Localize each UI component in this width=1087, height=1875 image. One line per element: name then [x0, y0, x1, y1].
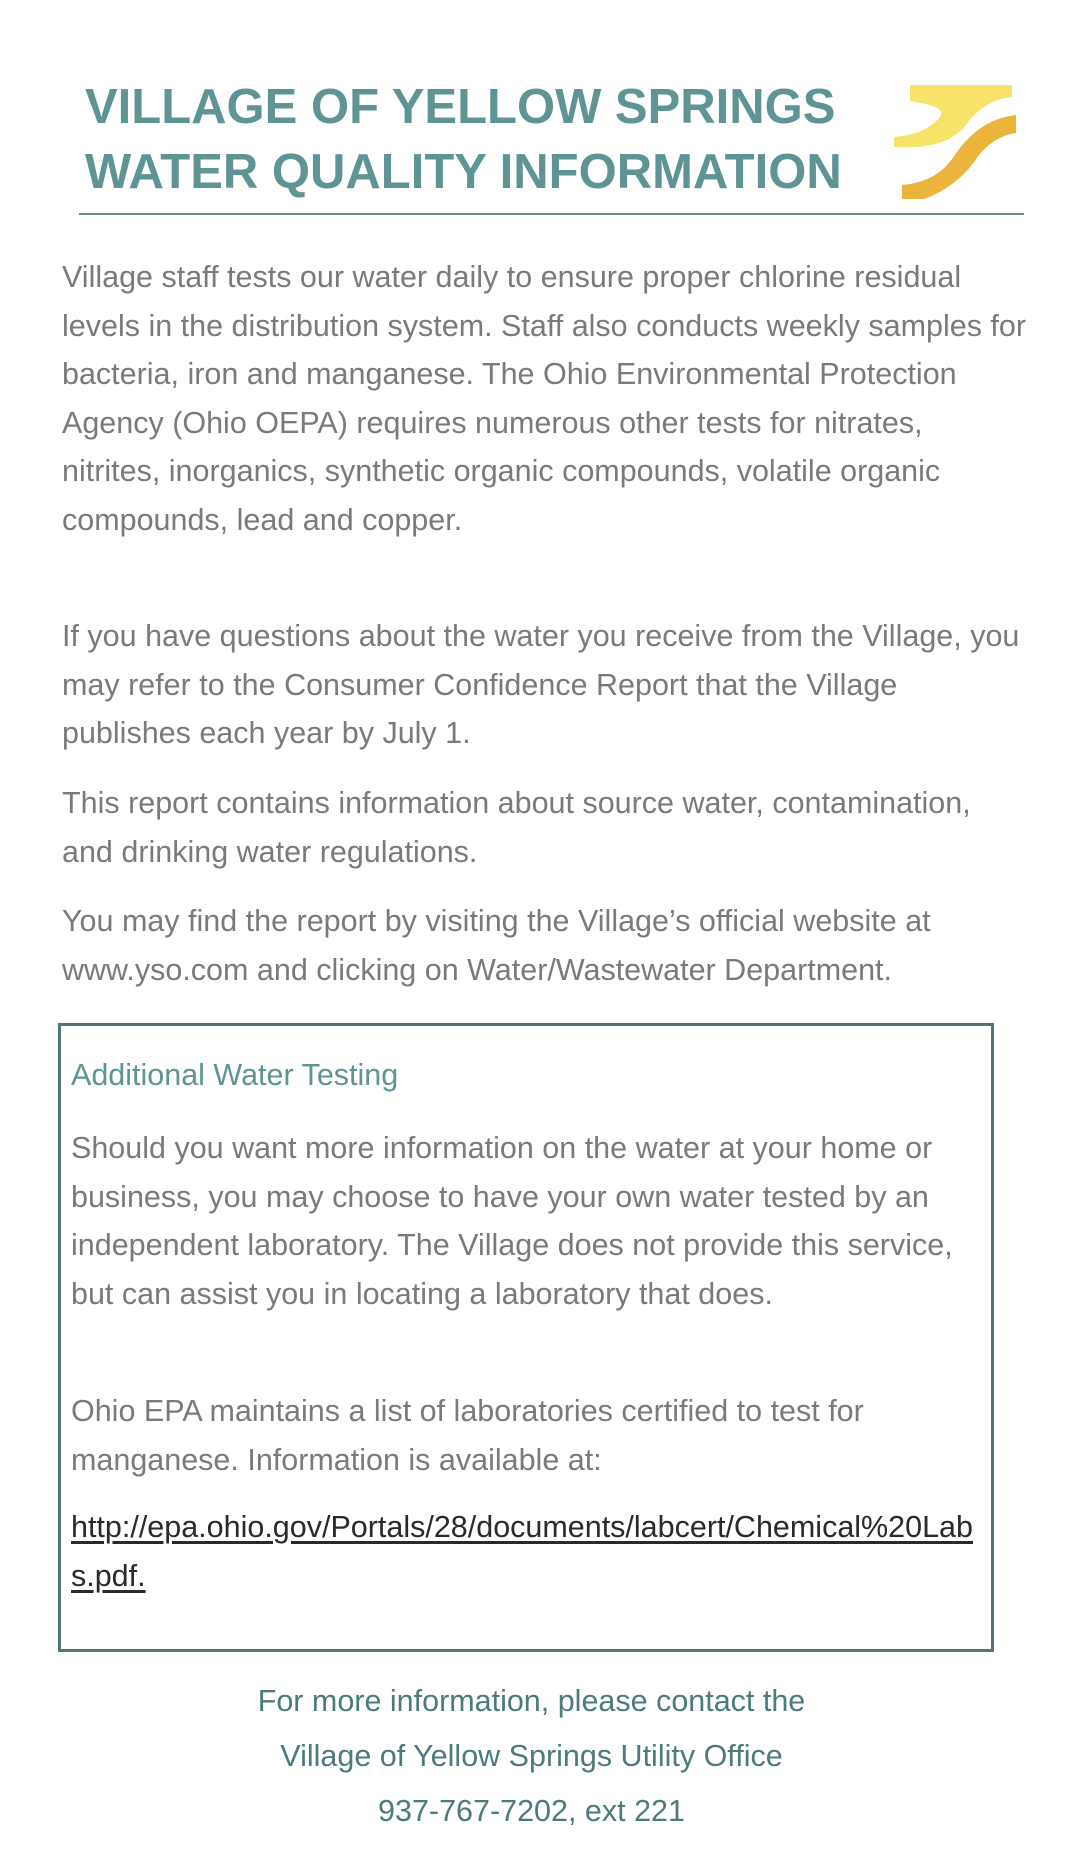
- title-line-1: VILLAGE OF YELLOW SPRINGS: [85, 80, 836, 134]
- document-header: [79, 76, 1024, 215]
- title-line-2: WATER QUALITY INFORMATION: [85, 145, 842, 199]
- epa-list-paragraph: Ohio EPA maintains a list of laboratories certified to test for manganese. Information is available at:: [71, 1394, 864, 1477]
- footer-contact-line: For more information, please contact the: [257, 1684, 806, 1718]
- independent-lab-paragraph: Should you want more information on the water at your home or business, you may choose to have your own water tested by an independent laboratory. The Village does not provide this service, but can assist you in locating a laboratory that does.: [71, 1131, 953, 1311]
- village-logo-icon: [890, 79, 1020, 203]
- questions-paragraph: If you have questions about the water you receive from the Village, you may refer to the Consumer Confidence Report that the Village publishes each year by July 1.: [62, 619, 1020, 750]
- box-heading: Additional Water Testing: [71, 1058, 399, 1092]
- additional-testing-box: [58, 1023, 994, 1652]
- intro-paragraph: Village staff tests our water daily to ensure proper chlorine residual levels in the distribution system. Staff also conducts weekly samples for bacteria, iron and manganese. The Ohio Environmental Protection Agency (Ohio OEPA) requires numerous other tests for nitrates, nitrites, inorganics, synthetic organic compounds, volatile organic compounds, lead and copper.: [62, 260, 1027, 537]
- footer-office-line: Village of Yellow Springs Utility Office: [280, 1739, 783, 1773]
- epa-labs-link[interactable]: http://epa.ohio.gov/Portals/28/documents/labcert/Chemical%20Labs.pdf.: [71, 1510, 973, 1593]
- report-contents-paragraph: This report contains information about source water, contamination, and drinking water regulations.: [62, 786, 971, 869]
- footer-phone-line: 937-767-7202, ext 221: [378, 1794, 685, 1828]
- website-paragraph: You may find the report by visiting the Village’s official website at www.yso.com and clicking on Water/Wastewater Department.: [62, 904, 931, 987]
